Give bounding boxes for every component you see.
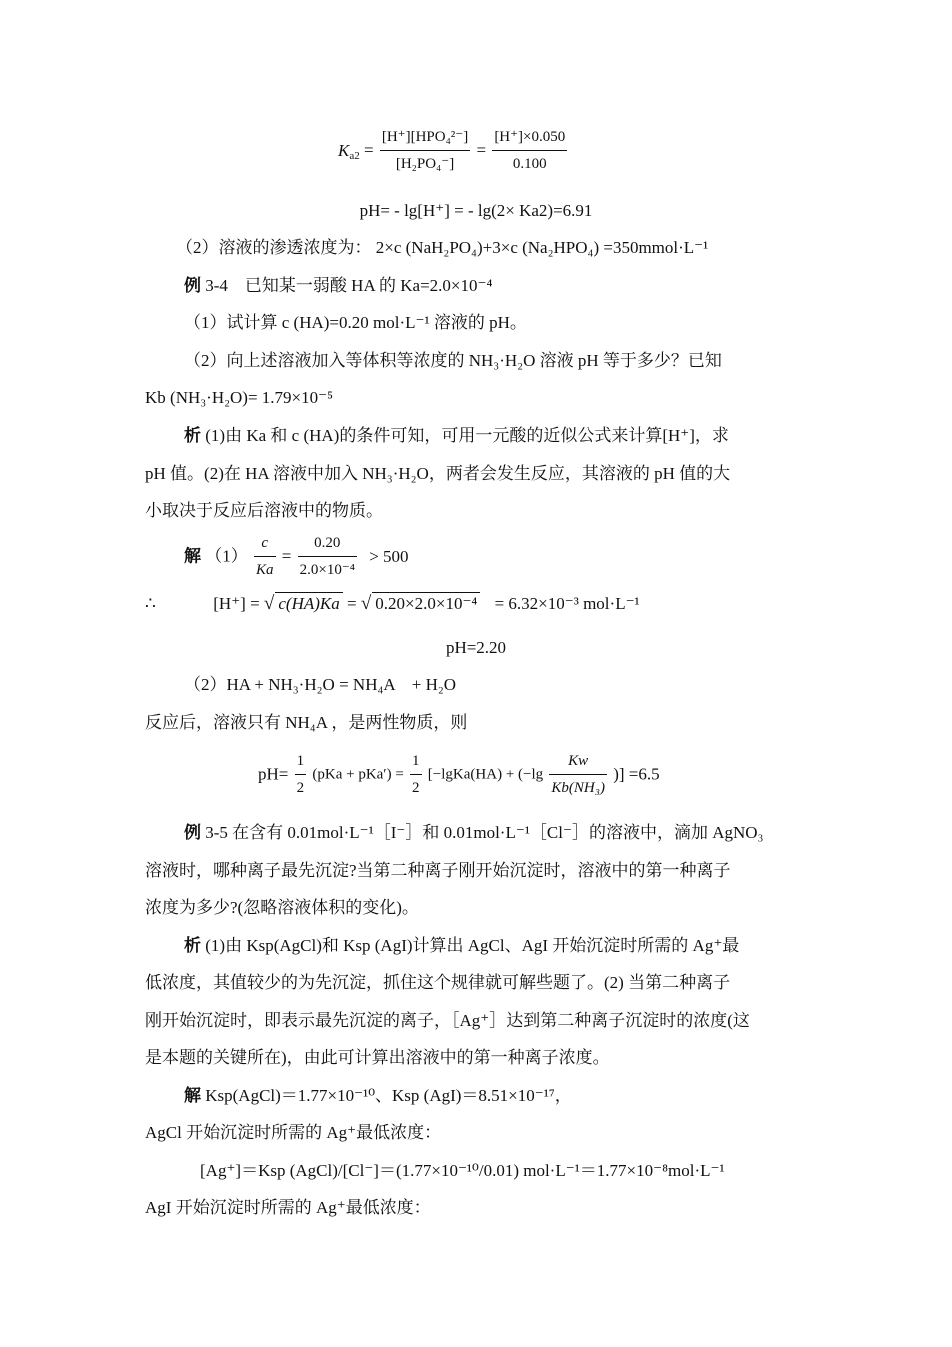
example-3-4-question-2-cont: Kb (NH₃·H₂O)= 1.79×10⁻⁵ (145, 388, 334, 407)
kw-numerator: Kw (549, 750, 607, 775)
analysis-1-line-1 (184, 425, 729, 447)
ratio-value-numerator: 0.20 (298, 532, 357, 557)
sqrt-1 (264, 592, 343, 615)
half-numerator: 1 (295, 750, 307, 775)
ka2-fraction-1 (380, 126, 470, 175)
solution-2-line-3: [Ag⁺]＝Ksp (AgCl)/[Cl⁻]＝(1.77×10⁻¹⁰/0.01) mol·L⁻¹＝1.77×10⁻⁸mol·L⁻¹ (200, 1161, 725, 1180)
example-label: 例 (184, 823, 201, 842)
h-ion-lhs: [H⁺] = (213, 594, 260, 613)
reaction-equation: （2）HA + NH₃·H₂O = NH₄A + H₂O (184, 675, 457, 694)
ka2-frac1-denominator: [H₂PO₄⁻] (395, 156, 455, 172)
example-3-4-text: 3-4 已知某一弱酸 HA 的 Ka=2.0×10⁻⁴ (205, 276, 493, 295)
ratio-value-fraction (298, 532, 357, 581)
ka2-fraction-2 (492, 126, 567, 175)
analysis-2-text-1: (1)由 Ksp(AgCl)和 Ksp (AgI)计算出 AgCl、AgI 开始沉淀时所需的 Ag⁺最 (205, 936, 740, 955)
analysis-1-text-1: (1)由 Ka 和 c (HA)的条件可知，可用一元酸的近似公式来计算[H⁺]，求 (205, 426, 729, 445)
half-denominator: 2 (412, 780, 420, 796)
example-3-5-line-3: 浓度为多少?(忽略溶液体积的变化)。 (145, 898, 419, 917)
ph-tail-term: [−lgKa(HA) + (−lg (427, 766, 544, 783)
solution-2-line-2: AgCl 开始沉淀时所需的 Ag⁺最低浓度： (145, 1123, 442, 1142)
ratio-equals: = (281, 546, 292, 566)
ratio-value-denominator: 2.0×10⁻⁴ (299, 562, 355, 578)
analysis-label: 析 (184, 936, 201, 955)
ka2-symbol: K (338, 140, 350, 160)
solution-label: 解 (184, 1086, 201, 1105)
kw-over-kb-fraction (549, 750, 607, 799)
amphoteric-ph-equation (258, 750, 660, 804)
solution-2-line-1 (184, 1085, 572, 1107)
analysis-2-line-4: 是本题的关键所在)，由此可计算出溶液中的第一种离子浓度。 (145, 1048, 610, 1067)
osmotic-concentration-line: （2）溶液的渗透浓度为： 2×c (NaH₂PO₄)+3×c (Na₂HPO₄) =350mmol·L⁻¹ (176, 238, 709, 257)
sqrt-2 (361, 592, 481, 615)
therefore-symbol: ∴ (145, 594, 156, 613)
ph-end-term: )] =6.5 (613, 764, 660, 784)
example-3-5-line-2: 溶液时，哪种离子最先沉淀?当第二种离子刚开始沉淀时，溶液中的第一种离子 (145, 861, 731, 880)
ph-result: pH=2.20 (445, 638, 507, 657)
h-ion-result: = 6.32×10⁻³ mol·L⁻¹ (494, 594, 640, 613)
analysis-2-line-1 (184, 935, 739, 957)
analysis-1-line-2: pH 值。(2)在 HA 溶液中加入 NH₃·H₂O，两者会发生反应，其溶液的 pH 值的大 (145, 464, 731, 483)
solution-1-step-prefix: （1） (205, 546, 248, 566)
analysis-label: 析 (184, 426, 201, 445)
example-3-4-question-1: （1）试计算 c (HA)=0.20 mol·L⁻¹ 溶液的 pH。 (184, 313, 527, 332)
ph-prefix: pH= (258, 764, 289, 784)
example-3-4-heading (184, 275, 492, 297)
ph-mid-term: (pKa + pKa′) = (312, 766, 404, 783)
solution-label: 解 (184, 546, 201, 566)
example-3-5-line-1 (184, 822, 763, 844)
after-reaction-text: 反应后，溶液只有 NH₄A ，是两性物质，则 (145, 713, 468, 732)
h-ion-equation (145, 592, 640, 615)
ka2-frac1-numerator: [H⁺][HPO₄²⁻] (380, 126, 470, 151)
sqrt-sign-icon: √ (263, 593, 275, 614)
solution-2-line-4: AgI 开始沉淀时所需的 Ag⁺最低浓度： (145, 1198, 431, 1217)
half-fraction-2 (410, 750, 422, 799)
example-label: 例 (184, 276, 201, 295)
sqrt-1-radicand: c(HA)Ka (275, 592, 342, 615)
ka2-equation: $K_{a2}$ = $\frac{\text{[H⁺][HPO₄²⁻]}}{\text{[H₂PO₄⁻]}}$ = $\frac{[H^+]\times 0.050}{0.100}$ (338, 126, 569, 176)
half-numerator: 1 (410, 750, 422, 775)
kb-denominator: Kb(NH₃) (551, 780, 605, 796)
half-fraction-1 (295, 750, 307, 799)
solution-2-text-1: Ksp(AgCl)＝1.77×10⁻¹⁰、Ksp (AgI)＝8.51×10⁻¹⁷， (205, 1086, 572, 1105)
example-3-5-text-1: 3-5 在含有 0.01mol·L⁻¹［I⁻］和 0.01mol·L⁻¹［Cl⁻］的溶液中，滴加 AgNO₃ (205, 823, 764, 842)
ratio-numerator: c (254, 532, 276, 557)
h-ion-equals: = (346, 594, 357, 613)
ph-equation-1: pH= - lg[H⁺] = - lg(2× Ka2)=6.91 (359, 201, 593, 220)
ka2-frac2-numerator: [H⁺]×0.050 (492, 126, 567, 151)
analysis-1-line-3: 小取决于反应后溶液中的物质。 (145, 501, 383, 520)
ratio-denominator: Ka (256, 562, 274, 578)
ratio-comparison: > 500 (369, 546, 409, 566)
analysis-2-line-2: 低浓度，其值较少的为先沉淀，抓住这个规律就可解些题了。(2) 当第二种离子 (145, 973, 731, 992)
analysis-2-line-3: 刚开始沉淀时，即表示最先沉淀的离子，［Ag⁺］达到第二种离子沉淀时的浓度(这 (145, 1011, 750, 1030)
example-3-4-question-2: （2）向上述溶液加入等体积等浓度的 NH₃·H₂O 溶液 pH 等于多少？已知 (184, 351, 722, 370)
ka2-frac2-denominator: 0.100 (512, 156, 547, 172)
sqrt-2-radicand: 0.20×2.0×10⁻⁴ (372, 592, 480, 615)
sqrt-sign-icon: √ (360, 593, 372, 614)
ratio-c-over-ka (254, 532, 276, 581)
half-denominator: 2 (296, 780, 305, 796)
ka2-subscript: a2 (349, 149, 360, 162)
solution-1-ratio (184, 532, 409, 578)
